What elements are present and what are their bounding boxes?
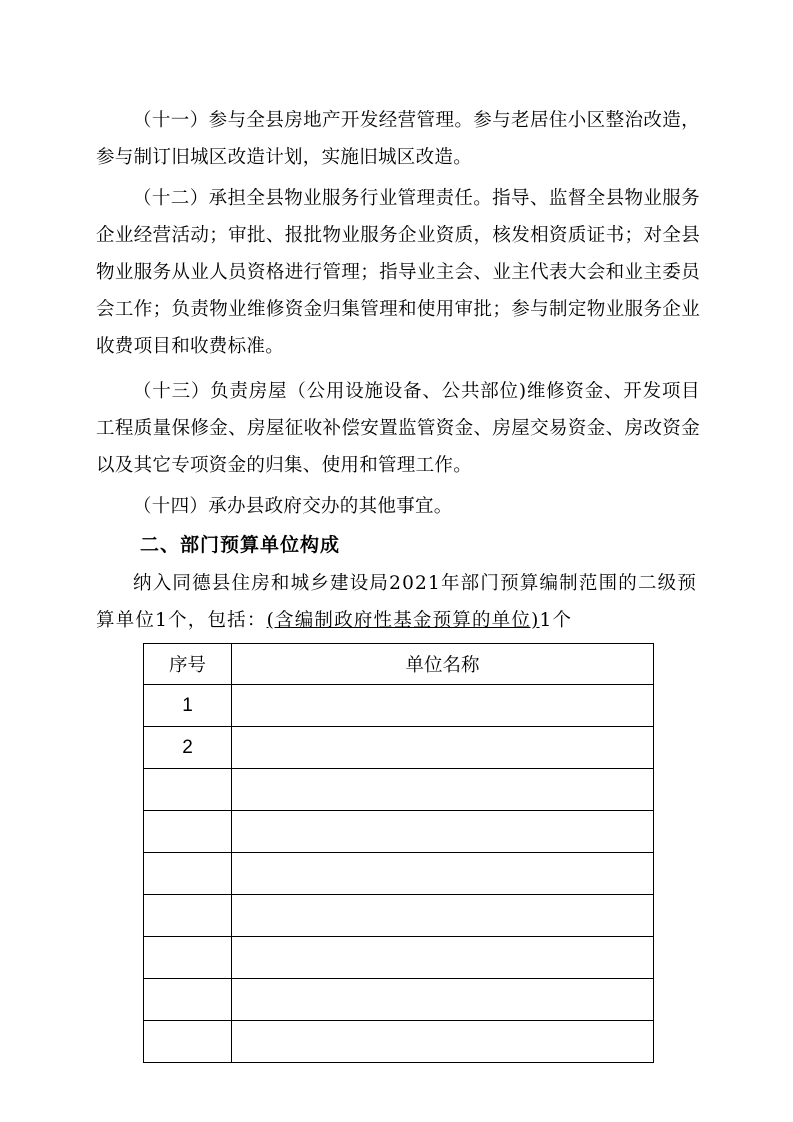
row-unit-name [232,727,654,769]
row-unit-name [232,937,654,979]
header-index: 序号 [144,644,232,685]
row-unit-name [232,685,654,727]
row-index [144,979,232,1021]
table-header-row [144,644,654,685]
row-index [144,895,232,937]
table-row [144,895,654,937]
section-intro [96,565,700,639]
section-heading: 二、部门预算单位构成 [140,534,341,556]
paragraph-item-14: （十四）承办县政府交办的其他事宜。 [133,496,453,517]
row-index [144,937,232,979]
paragraph-item-12: （十二）承担全县物业服务行业管理责任。指导、监督全县物业服务企业经营活动；审批、报批物业服务企业资质，核发相资质证书；对全县物业服务从业人员资格进行管理；指导业主会、业主代表大会和业主委员会工作；负责物业维修资金归集管理和使用审批；参与制定物业服务企业收费项目和收费标准。 [96,188,700,357]
row-unit-name [232,895,654,937]
row-unit-name [232,811,654,853]
row-index: 1 [144,685,232,727]
table-row [144,811,654,853]
table-row [144,1021,654,1063]
intro-text: 纳入同德县住房和城乡建设局2021年部门预算编制范围的二级预算单位1个，包括： [96,573,698,631]
row-index [144,853,232,895]
table-row [144,727,654,769]
row-unit-name [232,853,654,895]
intro-underlined-text: (含编制政府性基金预算的单位) [266,610,540,631]
row-unit-name [232,1021,654,1063]
row-index: 2 [144,727,232,769]
row-index [144,769,232,811]
intro-tail-text: 1个 [539,610,573,631]
row-unit-name [232,979,654,1021]
budget-units-table [143,643,654,1063]
paragraph-item-13: （十三）负责房屋（公用设施设备、公共部位)维修资金、开发项目工程质量保修金、房屋征收补偿安置监管资金、房屋交易资金、房改资金以及其它专项资金的归集、使用和管理工作。 [96,381,700,476]
paragraph-item-11: （十一）参与全县房地产开发经营管理。参与老居住小区整治改造，参与制订旧城区改造计划，实施旧城区改造。 [96,110,700,168]
table-row [144,979,654,1021]
header-unit-name: 单位名称 [232,644,654,685]
table-row [144,853,654,895]
table-row [144,685,654,727]
table-row [144,769,654,811]
row-unit-name [232,769,654,811]
table-row [144,937,654,979]
row-index [144,1021,232,1063]
row-index [144,811,232,853]
